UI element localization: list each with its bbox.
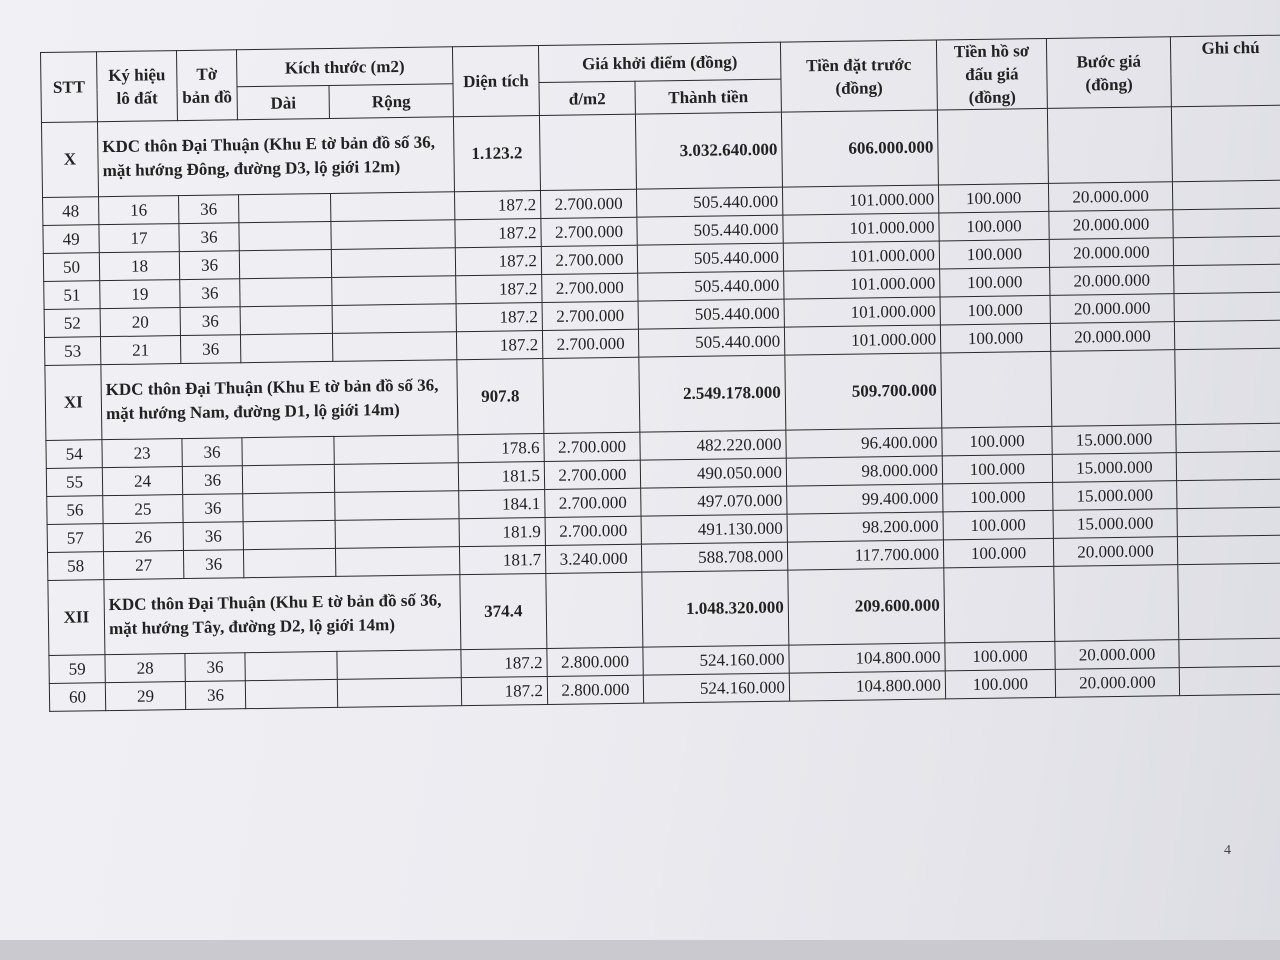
row-total-price: 505.440.000 — [638, 327, 784, 357]
row-stt: 51 — [44, 281, 100, 310]
row-stt: 56 — [47, 496, 103, 525]
row-note — [1176, 423, 1280, 453]
row-note — [1174, 264, 1280, 294]
row-note — [1172, 180, 1280, 210]
row-length — [242, 464, 334, 493]
row-width — [334, 463, 458, 493]
row-price-per-m2: 3.240.000 — [545, 544, 641, 573]
row-width — [337, 678, 461, 708]
row-price-per-m2: 2.800.000 — [547, 647, 643, 676]
row-length — [243, 492, 335, 521]
header-rong: Rộng — [329, 84, 453, 119]
row-total-price: 497.070.000 — [641, 486, 787, 516]
group-note — [1171, 105, 1280, 182]
row-area: 187.2 — [461, 676, 547, 705]
row-map-sheet: 36 — [180, 307, 240, 336]
row-price-per-m2: 2.700.000 — [542, 273, 638, 302]
row-dossier-fee: 100.000 — [939, 239, 1049, 269]
row-length — [245, 651, 337, 680]
page-number: 4 — [1224, 843, 1231, 858]
row-map-sheet: 36 — [180, 335, 240, 364]
row-note — [1177, 535, 1280, 565]
row-lot-code: 16 — [99, 196, 179, 225]
row-price-step: 15.000.000 — [1053, 509, 1177, 539]
row-map-sheet: 36 — [183, 522, 243, 551]
row-note — [1174, 320, 1280, 350]
row-price-step: 20.000.000 — [1053, 537, 1177, 567]
group-deposit: 209.600.000 — [788, 568, 945, 645]
header-gia-khoi-diem: Giá khởi điểm (đồng) — [538, 42, 781, 82]
row-dossier-fee: 100.000 — [942, 426, 1052, 456]
row-width — [332, 332, 456, 362]
row-lot-code: 17 — [99, 224, 179, 253]
row-area: 184.1 — [459, 489, 545, 518]
row-price-per-m2: 2.700.000 — [541, 217, 637, 246]
group-step — [1047, 107, 1172, 184]
row-lot-code: 23 — [102, 439, 182, 468]
header-dm2: đ/m2 — [539, 81, 635, 115]
row-dossier-fee: 100.000 — [940, 295, 1050, 325]
row-price-per-m2: 2.700.000 — [545, 488, 641, 517]
row-length — [240, 277, 332, 306]
row-width — [332, 304, 456, 334]
group-stt: X — [41, 122, 98, 198]
row-length — [239, 249, 331, 278]
row-lot-code: 19 — [100, 280, 180, 309]
row-area: 187.2 — [455, 247, 541, 276]
row-price-per-m2: 2.700.000 — [545, 516, 641, 545]
group-area: 374.4 — [460, 573, 547, 649]
row-price-per-m2: 2.700.000 — [542, 301, 638, 330]
group-dm2 — [543, 357, 640, 433]
row-price-per-m2: 2.700.000 — [544, 460, 640, 489]
row-total-price: 490.050.000 — [640, 458, 786, 488]
group-total: 1.048.320.000 — [642, 570, 789, 647]
row-total-price: 505.440.000 — [638, 271, 784, 301]
row-deposit: 101.000.000 — [784, 325, 940, 355]
row-map-sheet: 36 — [185, 653, 245, 682]
row-map-sheet: 36 — [179, 251, 239, 280]
row-lot-code: 18 — [99, 252, 179, 281]
group-area: 1.123.2 — [453, 116, 540, 192]
group-deposit: 606.000.000 — [781, 110, 938, 187]
header-buoc-gia: Bước giá (đồng) — [1046, 37, 1171, 109]
row-length — [245, 679, 337, 708]
row-stt: 50 — [43, 253, 99, 282]
row-deposit: 96.400.000 — [786, 428, 942, 458]
row-price-step: 20.000.000 — [1050, 266, 1174, 296]
row-stt: 55 — [46, 468, 102, 497]
row-width — [331, 220, 455, 250]
row-dossier-fee: 100.000 — [943, 482, 1053, 512]
row-lot-code: 25 — [103, 495, 183, 524]
group-deposit: 509.700.000 — [785, 353, 942, 430]
row-area: 187.2 — [454, 191, 540, 220]
row-deposit: 98.200.000 — [787, 512, 943, 542]
row-width — [335, 547, 459, 577]
row-price-step: 20.000.000 — [1055, 640, 1179, 670]
row-map-sheet: 36 — [182, 466, 242, 495]
row-price-step: 20.000.000 — [1049, 210, 1173, 240]
row-total-price: 524.160.000 — [643, 645, 789, 675]
row-deposit: 101.000.000 — [782, 185, 938, 215]
row-note — [1173, 208, 1280, 238]
row-stt: 58 — [47, 552, 103, 581]
header-dien-tich: Diện tích — [452, 46, 539, 117]
group-dm2 — [546, 572, 643, 648]
row-dossier-fee: 100.000 — [940, 323, 1050, 353]
row-area: 187.2 — [456, 331, 542, 360]
row-dossier-fee: 100.000 — [943, 510, 1053, 540]
row-price-per-m2: 2.700.000 — [540, 189, 636, 218]
row-price-step: 15.000.000 — [1052, 425, 1176, 455]
row-dossier-fee: 100.000 — [945, 669, 1055, 699]
row-map-sheet: 36 — [183, 550, 243, 579]
row-map-sheet: 36 — [183, 494, 243, 523]
group-note — [1178, 563, 1280, 640]
row-deposit: 101.000.000 — [784, 297, 940, 327]
row-width — [331, 192, 455, 222]
row-stt: 53 — [44, 337, 100, 366]
group-fee — [941, 351, 1052, 428]
row-total-price: 505.440.000 — [637, 243, 783, 273]
group-stt: XI — [45, 365, 102, 441]
row-map-sheet: 36 — [182, 438, 242, 467]
row-length — [243, 548, 335, 577]
header-kich-thuoc: Kích thước (m2) — [236, 47, 452, 87]
row-stt: 49 — [43, 225, 99, 254]
row-deposit: 101.000.000 — [784, 269, 940, 299]
group-description: KDC thôn Đại Thuận (Khu E tờ bản đồ số 36, mặt hướng Đông, đường D3, lộ giới 12m) — [97, 117, 454, 197]
row-stt: 52 — [44, 309, 100, 338]
row-note — [1174, 292, 1280, 322]
row-note — [1177, 507, 1280, 537]
row-width — [335, 491, 459, 521]
header-tien-ho-so: Tiền hồ sơ đấu giá (đồng) — [936, 38, 1047, 110]
row-price-per-m2: 2.700.000 — [544, 432, 640, 461]
group-total: 3.032.640.000 — [635, 112, 782, 189]
row-dossier-fee: 100.000 — [940, 267, 1050, 297]
row-map-sheet: 36 — [179, 195, 239, 224]
row-map-sheet: 36 — [185, 681, 245, 710]
row-stt: 54 — [46, 440, 102, 469]
row-total-price: 505.440.000 — [636, 187, 782, 217]
header-dai: Dài — [237, 85, 329, 119]
header-ghi-chu: Ghi chú — [1170, 35, 1280, 107]
row-area: 178.6 — [458, 434, 544, 463]
row-note — [1176, 451, 1280, 481]
group-fee — [937, 108, 1048, 185]
row-area: 187.2 — [456, 303, 542, 332]
row-length — [240, 305, 332, 334]
row-total-price: 482.220.000 — [640, 430, 786, 460]
row-dossier-fee: 100.000 — [943, 538, 1053, 568]
group-area: 907.8 — [457, 359, 544, 435]
row-price-per-m2: 2.700.000 — [542, 329, 638, 358]
group-dm2 — [539, 114, 636, 190]
row-note — [1179, 638, 1280, 668]
row-deposit: 104.800.000 — [789, 671, 945, 701]
row-deposit: 101.000.000 — [783, 213, 939, 243]
row-dossier-fee: 100.000 — [938, 183, 1048, 213]
row-price-step: 20.000.000 — [1049, 238, 1173, 268]
row-lot-code: 26 — [103, 523, 183, 552]
row-deposit: 101.000.000 — [783, 241, 939, 271]
header-thanh-tien: Thành tiền — [635, 79, 781, 114]
row-price-step: 20.000.000 — [1055, 668, 1179, 698]
row-lot-code: 20 — [100, 308, 180, 337]
row-area: 187.2 — [456, 275, 542, 304]
group-total: 2.549.178.000 — [639, 355, 786, 432]
row-price-step: 20.000.000 — [1050, 294, 1174, 324]
row-deposit: 99.400.000 — [787, 484, 943, 514]
header-tien-dat-truoc: Tiền đặt trước (đồng) — [780, 40, 937, 112]
group-stt: XII — [48, 580, 105, 656]
group-note — [1175, 348, 1280, 425]
row-deposit: 104.800.000 — [789, 643, 945, 673]
group-step — [1051, 350, 1176, 427]
row-length — [239, 193, 331, 222]
row-price-step: 15.000.000 — [1053, 481, 1177, 511]
row-note — [1179, 666, 1280, 696]
row-lot-code: 28 — [105, 654, 185, 683]
header-stt: STT — [41, 52, 98, 123]
row-width — [335, 519, 459, 549]
row-total-price: 524.160.000 — [643, 673, 789, 703]
row-note — [1173, 236, 1280, 266]
row-price-per-m2: 2.800.000 — [547, 675, 643, 704]
row-length — [240, 333, 332, 362]
row-price-step: 15.000.000 — [1052, 453, 1176, 483]
row-lot-code: 24 — [102, 467, 182, 496]
row-lot-code: 21 — [100, 336, 180, 365]
group-step — [1054, 565, 1179, 642]
row-width — [337, 650, 461, 680]
group-description: KDC thôn Đại Thuận (Khu E tờ bản đồ số 36, mặt hướng Tây, đường D2, lộ giới 14m) — [104, 575, 461, 655]
row-stt: 59 — [49, 655, 105, 684]
row-length — [239, 221, 331, 250]
table-body — [41, 105, 1280, 711]
group-description: KDC thôn Đại Thuận (Khu E tờ bản đồ số 36, mặt hướng Nam, đường D1, lộ giới 14m) — [101, 360, 458, 440]
row-price-per-m2: 2.700.000 — [541, 245, 637, 274]
row-map-sheet: 36 — [179, 223, 239, 252]
row-total-price: 588.708.000 — [641, 542, 787, 572]
row-area: 181.7 — [459, 545, 545, 574]
row-price-step: 20.000.000 — [1048, 182, 1172, 212]
row-lot-code: 29 — [105, 682, 185, 711]
row-stt: 57 — [47, 524, 103, 553]
row-area: 187.2 — [455, 219, 541, 248]
row-lot-code: 27 — [103, 551, 183, 580]
auction-table-container — [40, 35, 1280, 712]
row-area: 181.5 — [458, 461, 544, 490]
row-width — [332, 276, 456, 306]
row-area: 187.2 — [461, 648, 547, 677]
row-total-price: 491.130.000 — [641, 514, 787, 544]
row-dossier-fee: 100.000 — [939, 211, 1049, 241]
row-stt: 60 — [49, 683, 105, 712]
row-length — [243, 520, 335, 549]
row-area: 181.9 — [459, 517, 545, 546]
row-note — [1177, 479, 1280, 509]
row-width — [334, 435, 458, 465]
header-ky-hieu: Ký hiệu lô đất — [97, 51, 178, 122]
header-to-ban-do: Tờ bản đồ — [176, 50, 237, 121]
row-map-sheet: 36 — [180, 279, 240, 308]
row-total-price: 505.440.000 — [637, 215, 783, 245]
row-deposit: 98.000.000 — [786, 456, 942, 486]
row-length — [242, 436, 334, 465]
row-dossier-fee: 100.000 — [945, 641, 1055, 671]
row-price-step: 20.000.000 — [1050, 322, 1174, 352]
row-width — [331, 248, 455, 278]
row-stt: 48 — [43, 197, 99, 226]
row-dossier-fee: 100.000 — [942, 454, 1052, 484]
group-fee — [944, 566, 1055, 643]
land-auction-table — [40, 35, 1280, 712]
row-deposit: 117.700.000 — [787, 540, 943, 570]
row-total-price: 505.440.000 — [638, 299, 784, 329]
